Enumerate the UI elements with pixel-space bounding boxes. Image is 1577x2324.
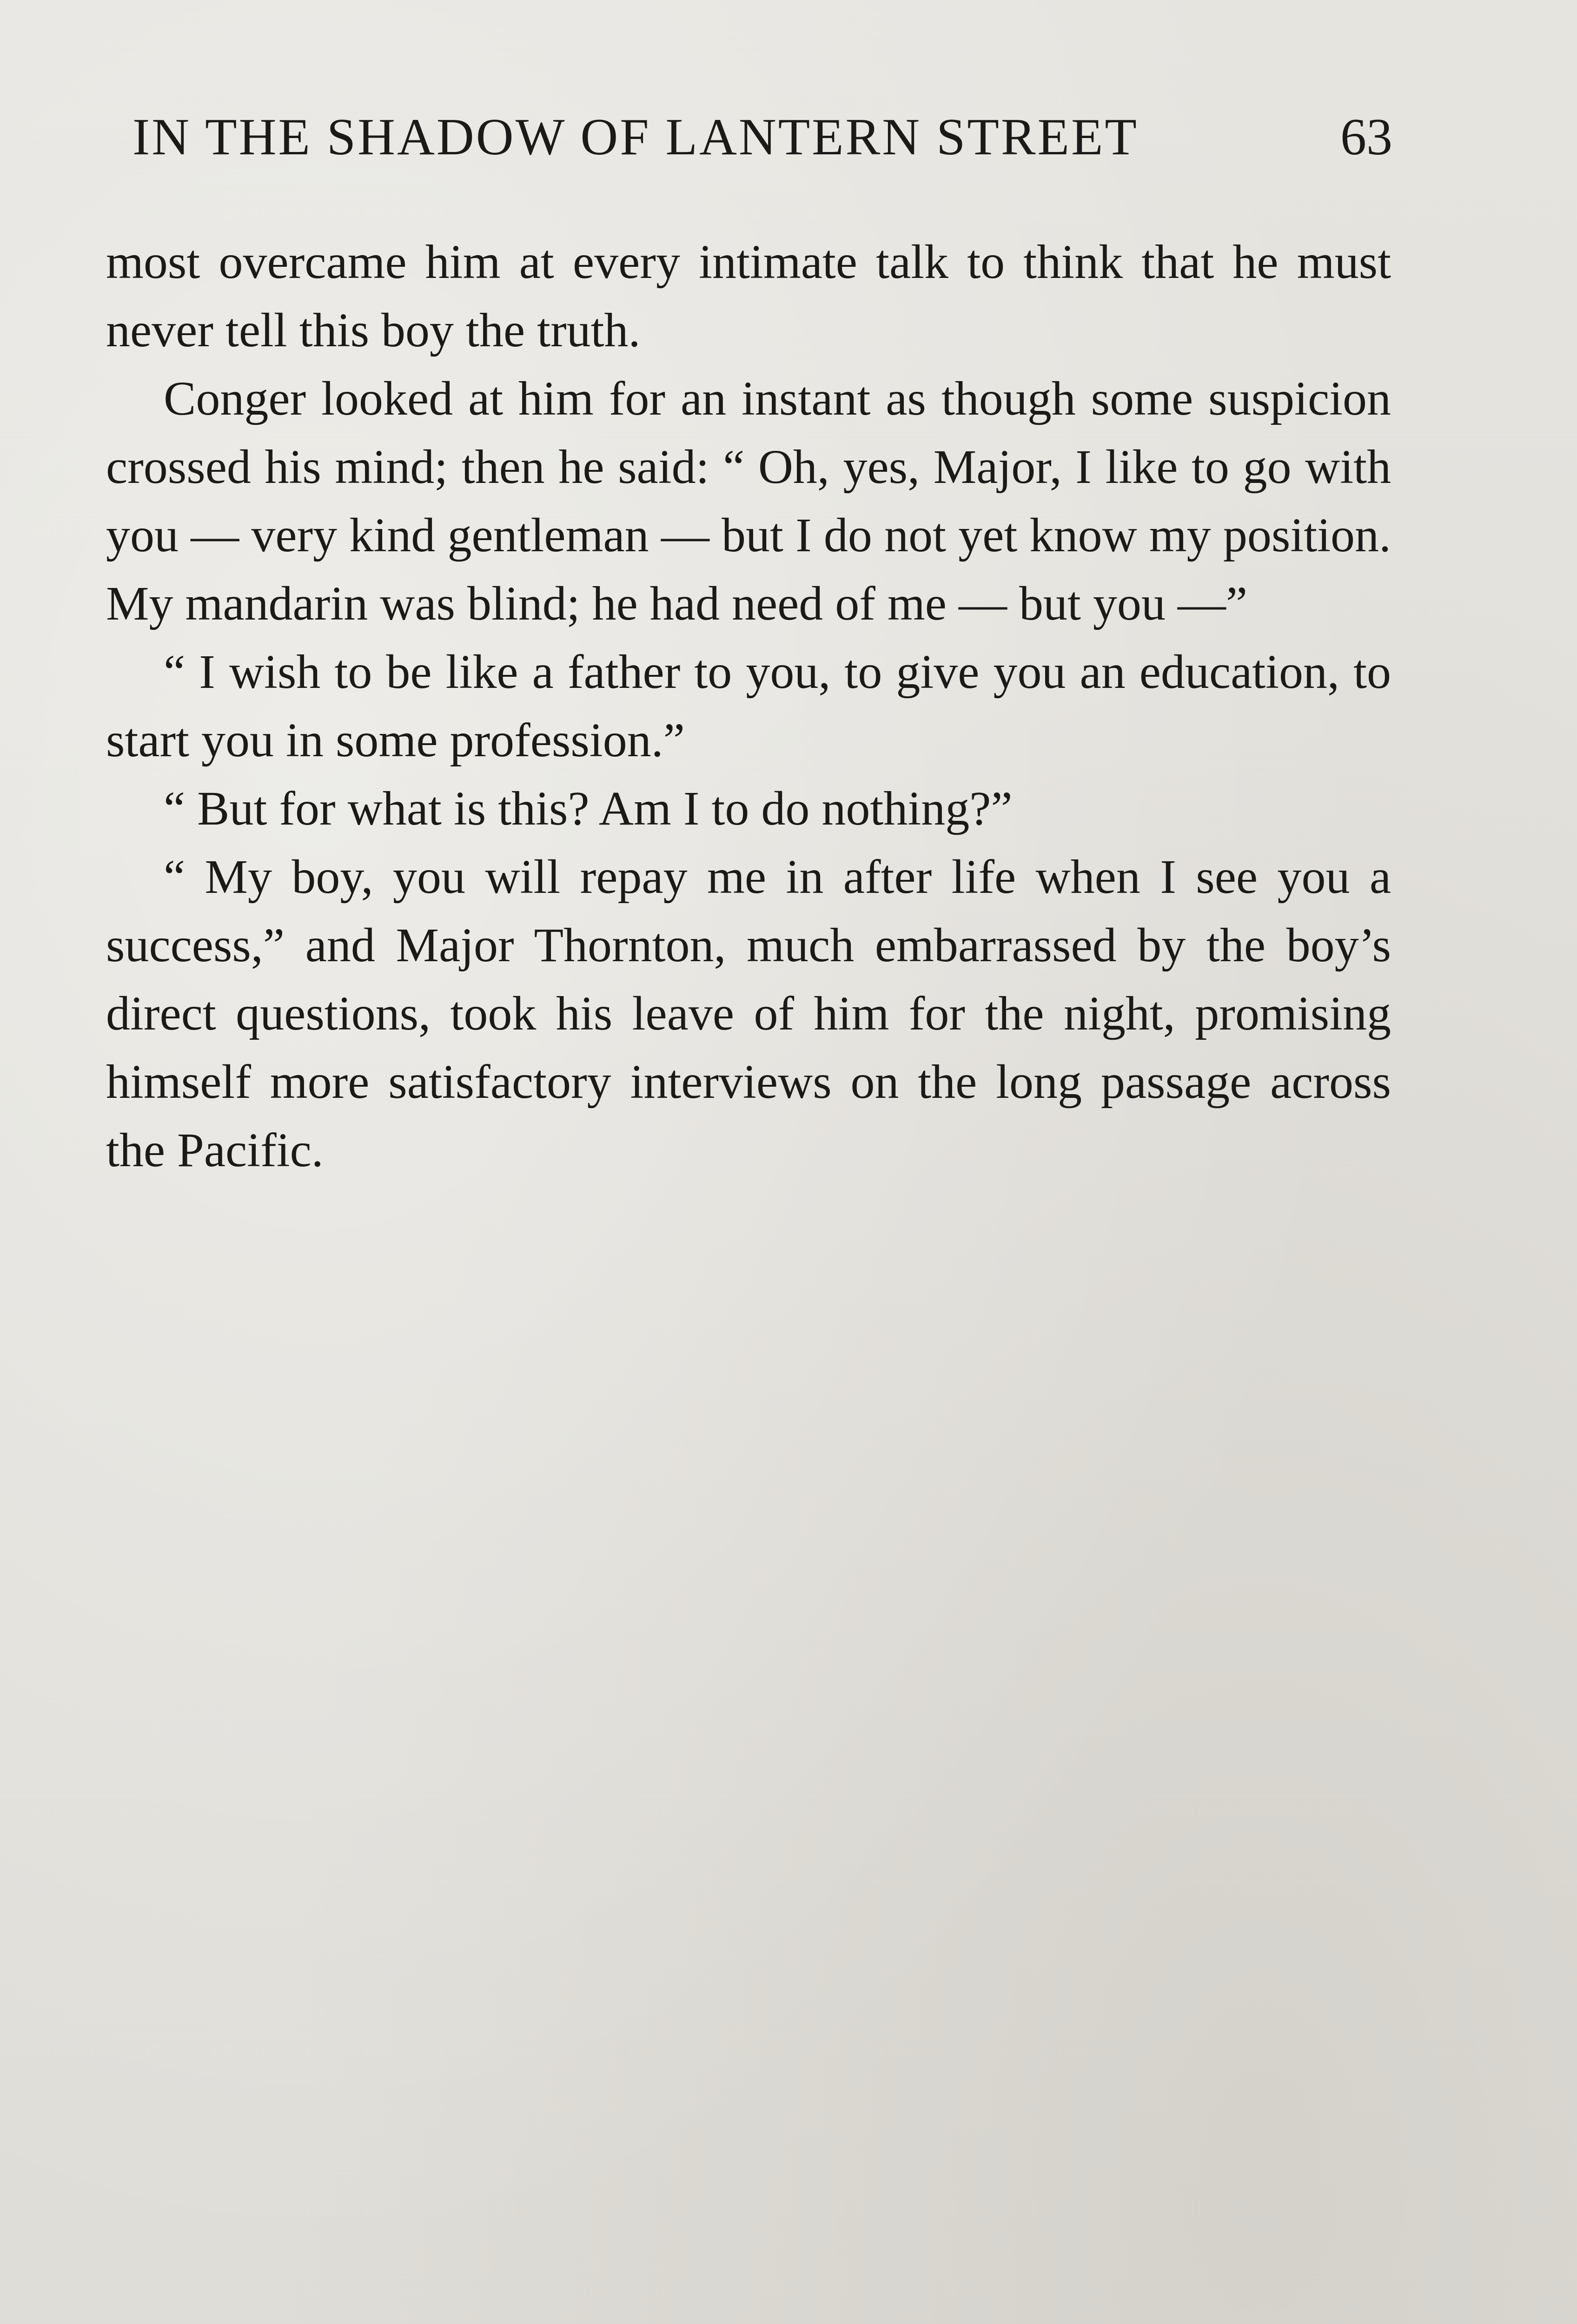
paragraph: “ My boy, you will repay me in after life when I see you a success,” and Major Thornton, much embarrassed by the boy’s direct questions, took his leave of him for the night, promising himself more satisfactory interviews on the long passage across the Pacific. [106,850,1391,1177]
running-head-title: IN THE SHADOW OF LANTERN STREET [133,108,1139,166]
paragraph: “ I wish to be like a father to you, to give you an education, to start you in some profession.” [106,645,1391,767]
paragraph: most overcame him at every intimate talk to think that he must never tell this boy the truth. [106,235,1391,357]
running-head [133,105,1392,170]
paragraph: “ But for what is this? Am I to do nothing?” [164,782,1013,835]
page-number: 63 [1340,108,1392,166]
paragraph: Conger looked at him for an instant as though some suspicion crossed his mind; then he said: “ Oh, yes, Major, I like to go with you — very kind gentleman — but I do not yet know my position. My mandarin was blind; he had need of me — but you —” [106,372,1391,630]
body-text [106,228,1391,1184]
